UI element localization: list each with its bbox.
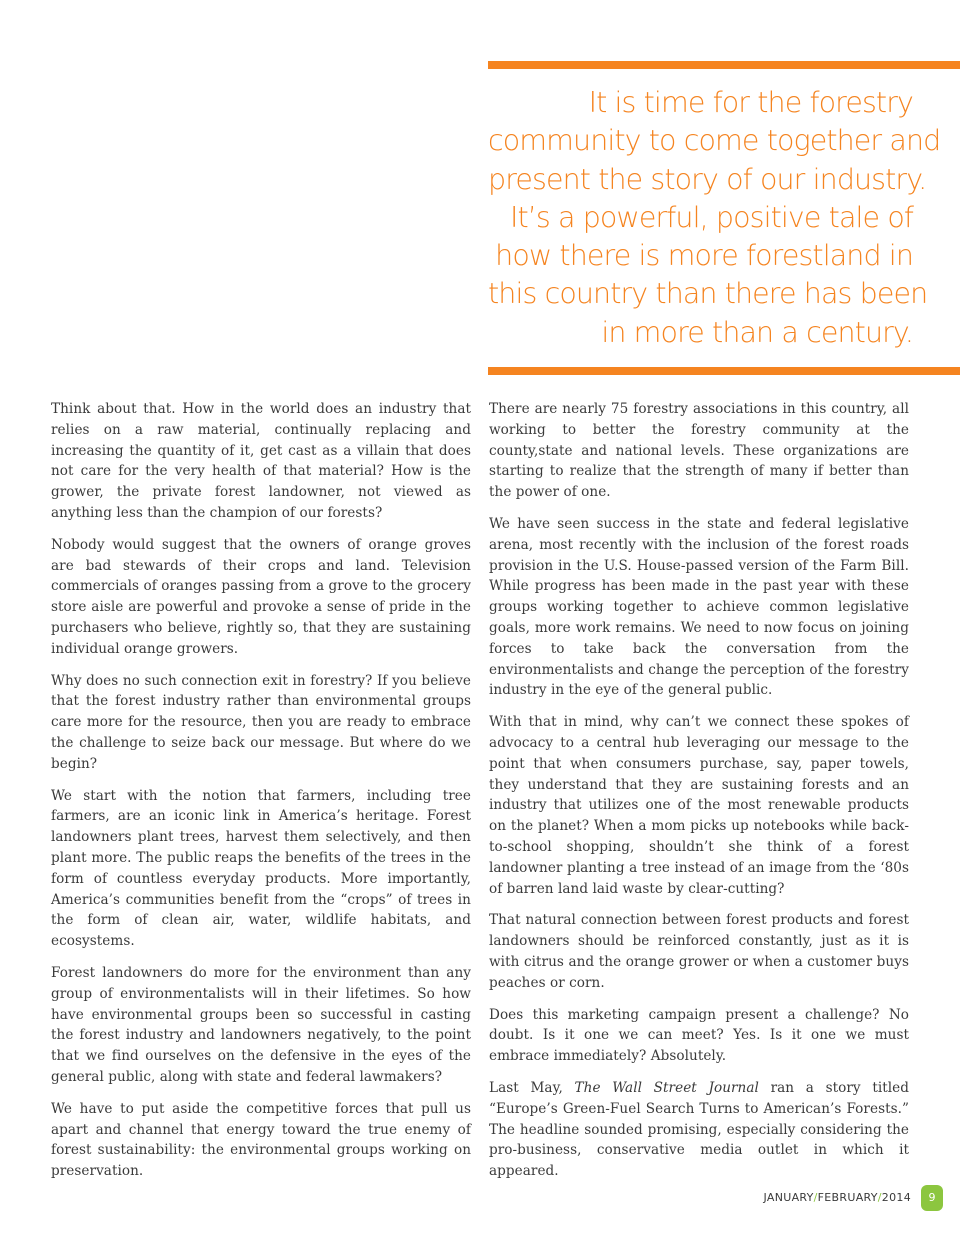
body-paragraph: There are nearly 75 forestry associations in this country, all working to better the forestry community at the county,state and national levels. These organizations are starting to realize that the strength of many if better than the power of one. (489, 401, 909, 501)
pull-quote-line: It’s a powerful, positive tale of (509, 200, 913, 234)
pull-quote (488, 84, 941, 352)
pull-quote-line: community to come together and (488, 124, 941, 158)
right-column (489, 399, 909, 1193)
publication-title: The Wall Street Journal (574, 1079, 759, 1096)
body-paragraph: Why does no such connection exit in forestry? If you believe that the forest industry rather than environmental groups care more for the resource, then you are ready to embrace the challenge to seize back our message. But where do we begin? (51, 672, 471, 772)
body-paragraph: We have seen success in the state and federal legislative arena, most recently with the inclusion of the forest roads provision in the U.S. House-passed version of the Farm Bill. While progress has been made in the past year with these groups working together to achieve common legislative goals, more work remains. We need to now focus on joining forces to take back the conversation from the environmentalists and change the perception of the forestry industry in the eye of the general public. (489, 515, 909, 699)
pull-quote-line: in more than a century. (601, 315, 913, 349)
pull-quote-line: this country than there has been (488, 277, 928, 311)
body-paragraph: Does this marketing campaign present a challenge? No doubt. Is it one we can meet? Yes. Is it one we must embrace immediately? Absolutely. (489, 1006, 909, 1065)
wsj-text-before: Last May, (489, 1079, 575, 1096)
body-paragraph: Forest landowners do more for the environment than any group of environmentalists will in their lifetimes. So how have environmental groups been so successful in casting the forest industry and landowners negatively, to the point that we find ourselves on the defensive in the eyes of the general public, along with state and federal lawmakers? (51, 964, 471, 1085)
date-separator: / (877, 1191, 882, 1204)
pull-quote-bottom-rule (488, 367, 960, 375)
date-separator: / (813, 1191, 818, 1204)
body-paragraph-wsj (489, 1078, 909, 1182)
issue-year: 2014 (881, 1191, 911, 1204)
pull-quote-line: present the story of our industry. (488, 162, 927, 196)
pull-quote-line: how there is more forestland in (495, 239, 913, 273)
left-column (51, 399, 471, 1193)
page-number-badge: 9 (921, 1185, 943, 1211)
body-paragraph: We start with the notion that farmers, including tree farmers, are an iconic link in America’s heritage. Forest landowners plant trees, harvest them selectively, and then plant more. The public reaps the benefits of the trees in the form of countless everyday products. More importantly, America’s communities benefit from the “crops” of trees in the form of clean air, water, wildlife habitats, and ecosystems. (51, 787, 471, 950)
pull-quote-line: It is time for the forestry (588, 86, 913, 119)
body-paragraph: Think about that. How in the world does an industry that relies on a raw material, continually replacing and increasing the quantity of it, get cast as a villain that does not care for the very health of that material? How is the grower, the private forest landowner, not viewed as anything less than the champion of our forests? (51, 401, 471, 521)
wsj-text-after: ran a story titled “Europe’s Green-Fuel Search Turns to American’s Forests.” The headline sounded promising, especially considering the pro-business, conservative media outlet in which it appeared. (489, 1079, 909, 1180)
body-paragraph: That natural connection between forest products and forest landowners should be reinforced constantly, just as it is with citrus and the orange grower or when a customer buys peaches or corn. (489, 912, 909, 991)
body-paragraph: With that in mind, why can’t we connect these spokes of advocacy to a central hub leveraging our message to the point that when consumers purchase, say, paper towels, they understand that they are sustaining forests and an industry that utilizes one of the most renewable products on the planet? When a mom picks up notebooks while back-to-school shopping, shouldn’t she think of a forest landowner planting a tree instead of an image from the ‘80s of barren land laid waste by clear-cutting? (489, 714, 909, 897)
body-paragraph: Nobody would suggest that the owners of orange groves are bad stewards of their crops and land. Television commercials of oranges passing from a grove to the grocery store aisle are powerful and provoke a sense of pride in the purchasers who believe, rightly so, that they are sustaining individual orange growers. (51, 536, 471, 657)
pull-quote-top-rule (488, 61, 960, 69)
body-paragraph: We have to put aside the competitive forces that pull us apart and channel that energy toward the true enemy of forest sustainability: the environmental groups working on preservation. (51, 1100, 471, 1180)
issue-date (764, 1191, 911, 1204)
issue-month-2: FEBRUARY (817, 1191, 878, 1204)
issue-month-1: JANUARY (763, 1191, 814, 1204)
